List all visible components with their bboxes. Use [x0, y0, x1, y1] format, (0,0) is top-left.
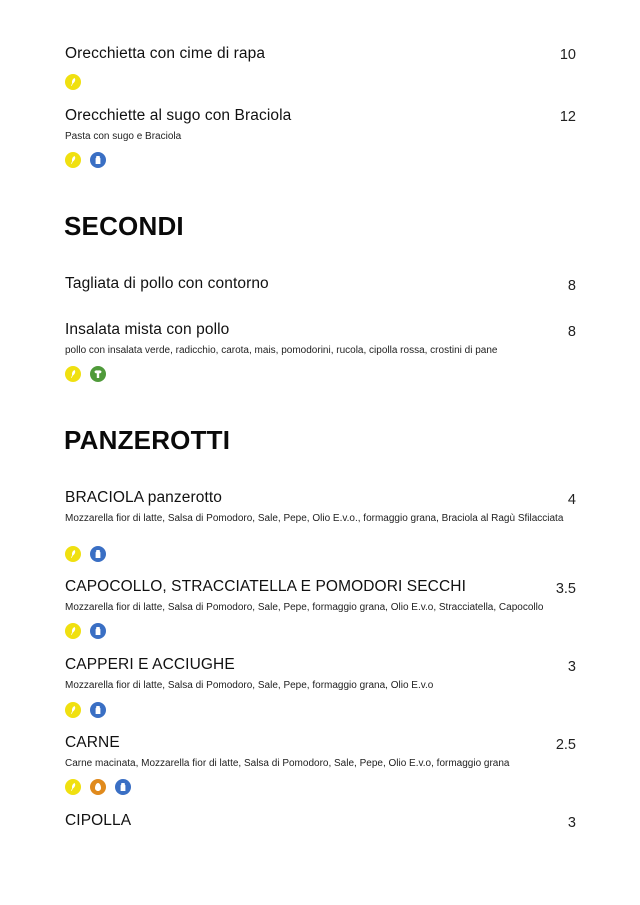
- menu-item-price: 8: [567, 278, 576, 294]
- wheat-icon: [65, 366, 81, 382]
- menu-item-description: Mozzarella fior di latte, Salsa di Pomodoro, Sale, Pepe, formaggio grana, Olio E.v.o: [65, 680, 434, 691]
- menu-item-price: 8: [567, 324, 576, 340]
- milk-carton-icon: [115, 779, 131, 795]
- menu-item-description: Carne macinata, Mozzarella fior di latte, Salsa di Pomodoro, Sale, Pepe, Olio E.v.o, formaggio grana: [65, 758, 510, 769]
- menu-item-title: Orecchiette al sugo con Braciola: [65, 107, 292, 124]
- allergen-list: [65, 152, 106, 168]
- section-title-panzerotti: PANZEROTTI: [64, 425, 231, 455]
- allergen-list: [65, 366, 106, 382]
- menu-item-title: CAPOCOLLO, STRACCIATELLA E POMODORI SECCHI: [65, 578, 466, 595]
- menu-item-price: 3: [567, 815, 576, 828]
- menu-item-description: Mozzarella fior di latte, Salsa di Pomodoro, Sale, Pepe, Olio E.v.o., formaggio grana, Braciola al Ragù Sfilacciata: [65, 513, 564, 524]
- wheat-icon: [65, 702, 81, 718]
- allergen-list: [65, 702, 106, 718]
- milk-carton-icon: [90, 152, 106, 168]
- wheat-icon: [65, 623, 81, 639]
- milk-carton-icon: [90, 623, 106, 639]
- wheat-icon: [65, 779, 81, 795]
- menu-item-price: 12: [559, 109, 576, 125]
- wheat-icon: [65, 546, 81, 562]
- allergen-list: [65, 623, 106, 639]
- menu-item-title: Orecchietta con cime di rapa: [65, 45, 266, 62]
- menu-item-price: 3.5: [555, 581, 576, 597]
- menu-item-title: Tagliata di pollo con contorno: [65, 275, 269, 292]
- allergen-list: [65, 779, 131, 795]
- menu-item-title: CARNE: [65, 734, 120, 751]
- menu-item-description: Mozzarella fior di latte, Salsa di Pomodoro, Sale, Pepe, formaggio grana, Olio E.v.o, Stracciatella, Capocollo: [65, 602, 544, 613]
- milk-carton-icon: [90, 546, 106, 562]
- menu-item-title: CIPOLLA: [65, 812, 132, 828]
- menu-item-price: 10: [559, 47, 576, 63]
- wheat-icon: [65, 152, 81, 168]
- allergen-list: [65, 546, 106, 562]
- menu-item-description: pollo con insalata verde, radicchio, carota, mais, pomodorini, rucola, cipolla rossa, crostini di pane: [65, 345, 498, 356]
- section-title-secondi: SECONDI: [64, 211, 184, 241]
- menu-item-price: 3: [567, 659, 576, 675]
- menu-item-title: CAPPERI E ACCIUGHE: [65, 656, 235, 673]
- menu-item-price: 4: [567, 492, 576, 508]
- milk-carton-icon: [90, 702, 106, 718]
- menu-item-title: BRACIOLA panzerotto: [65, 489, 222, 506]
- celery-icon: [90, 366, 106, 382]
- menu-item-price: 2.5: [555, 737, 576, 753]
- menu-item-title: Insalata mista con pollo: [65, 321, 230, 338]
- egg-icon: [90, 779, 106, 795]
- wheat-icon: [65, 74, 81, 90]
- menu-item-description: Pasta con sugo e Braciola: [65, 131, 182, 142]
- allergen-list: [65, 74, 81, 90]
